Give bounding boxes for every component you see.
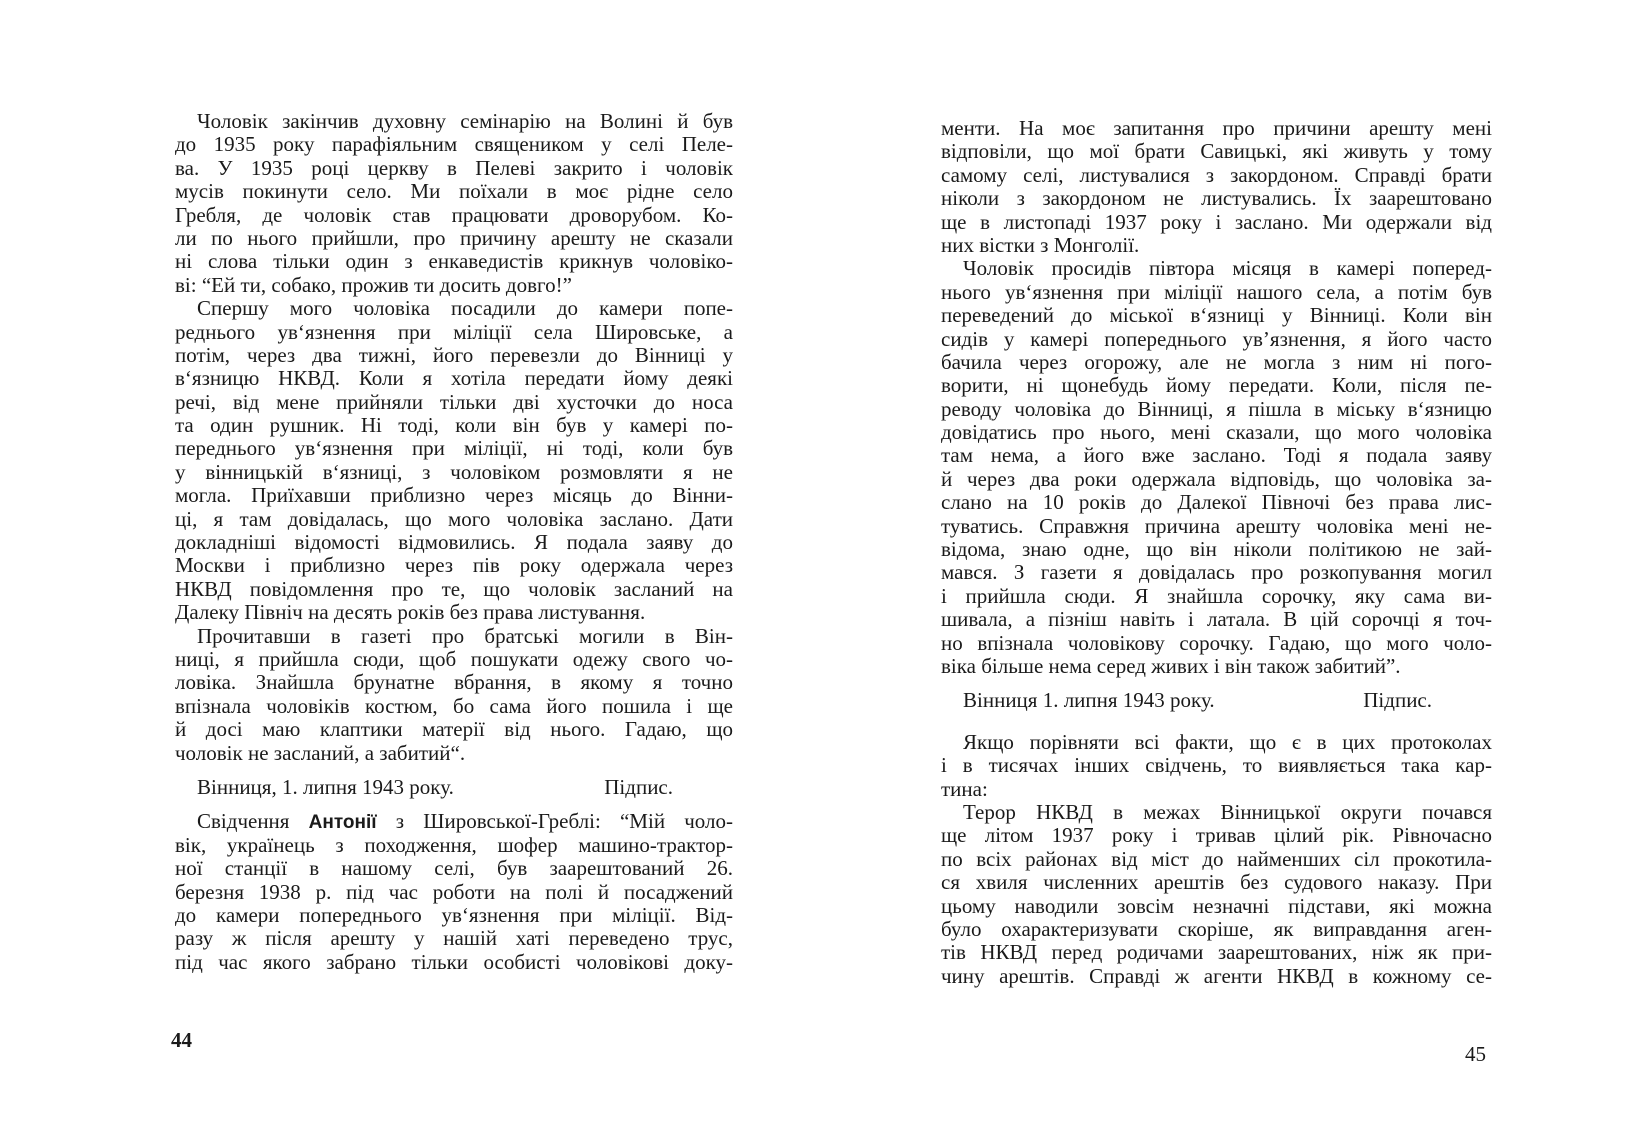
text-line: мусів покинути село. Ми поїхали в моє рідне село xyxy=(175,179,733,204)
text-line: реводу чоловіка до Вінниці, я пішла в міську в‘язницю xyxy=(941,396,1492,421)
text-line: туватись. Справжня причина арешту чоловіка мені не- xyxy=(941,513,1492,538)
text-line: віка більше нема серед живих і він також забитий”. xyxy=(941,653,1401,678)
text-line: разу ж після арешту у нашій хаті переведено трус, xyxy=(175,926,733,951)
paragraph xyxy=(941,257,1492,678)
text-line: Гребля, де чоловік став працювати дроворубом. Ко- xyxy=(175,202,733,227)
text-line: ної станції в нашому селі, був заарештований 26. xyxy=(175,856,733,881)
paragraph xyxy=(941,801,1492,988)
text-line: Москви і приблизно через пів року одержала через xyxy=(175,553,733,578)
signature-line xyxy=(175,776,733,799)
text-line: ще літом 1937 року і тривав цілий рік. Рівночасно xyxy=(941,823,1492,848)
text-line: там нема, а його вже заслано. Тоді я подала заяву xyxy=(941,443,1492,468)
text-line: Прочитавши в газеті про братські могили в Він- xyxy=(197,623,733,648)
testimony-first-line: Свідчення Антонії з Шировської-Греблі: “Мій чоло- xyxy=(197,809,733,834)
paragraph xyxy=(175,297,733,624)
text-line: ворити, ні щонебудь йому передати. Коли, після пе- xyxy=(941,373,1492,398)
text-line: під час якого забрано тільки особисті чоловікові доку- xyxy=(175,949,733,974)
text-line: Спершу мого чоловіка посадили до камери попе- xyxy=(197,296,733,321)
text-line: у вінницькій в‘язниці, з чоловіком розмовляти я не xyxy=(175,459,733,484)
text-line: слано на 10 років до Далекої Півночі без права лис- xyxy=(941,490,1492,515)
text-line: й досі маю клаптики матерії від нього. Гадаю, що xyxy=(175,717,733,742)
text-line: Терор НКВД в межах Вінницької округи почався xyxy=(963,799,1492,824)
right-text-column xyxy=(941,117,1492,988)
text-line: по всіх районах від міст до найменших сіл прокотила- xyxy=(941,846,1492,871)
text-line: чину арештів. Справді ж агенти НКВД в кожному се- xyxy=(941,963,1492,988)
text-line: докладніші відомості відмовились. Я подала заяву до xyxy=(175,530,733,555)
text-line: переднього ув‘язнення при міліції, ні тоді, коли був xyxy=(175,436,733,461)
text-line: тів НКВД перед родичами заарештованих, ніж як при- xyxy=(941,940,1492,965)
right-page xyxy=(825,0,1650,1126)
text-line: впізнала чоловіків костюм, бо сама його пошила і ще xyxy=(175,693,733,718)
text-line: ли по нього прийшли, про причину арешту не сказали xyxy=(175,225,733,250)
text-line: ся хвиля численних арештів без судового наказу. При xyxy=(941,870,1492,895)
text-line: потім, через два тижні, його перевезли до Вінниці у xyxy=(175,342,733,367)
text-line: менти. На моє запитання про причини арешту мені xyxy=(941,116,1492,140)
page-number: 44 xyxy=(171,1028,192,1052)
text-line: ці, я там довідалась, що мого чоловіка заслано. Дати xyxy=(175,506,733,531)
signature-line xyxy=(941,689,1492,712)
text-line: цьому наводили зовсім незначні підстави, які можна xyxy=(941,893,1492,918)
text-line: Чоловік закінчив духовну семінарію на Волині й був xyxy=(197,109,733,133)
text-line: переведений до міської в‘язниці у Вінниці. Коли він xyxy=(941,303,1492,328)
text-line: бачила через огорожу, але не могла з ним ні пого- xyxy=(941,349,1492,374)
text-line: ніколи з закордоном не листувались. Їх заарештовано xyxy=(941,186,1492,211)
text-line: ві: “Ей ти, собако, прожив ти досить довго!” xyxy=(175,272,572,297)
witness-name: Антонії xyxy=(308,812,377,834)
text-line: ще в листопаді 1937 року і заслано. Ми одержали від xyxy=(941,209,1492,234)
text-line: Чоловік просидів півтора місяця в камері поперед- xyxy=(963,256,1492,281)
text-line: відома, знаю одне, що він ніколи політикою не зай- xyxy=(941,537,1492,562)
text-line: чоловік не засланий, а забитий“. xyxy=(175,740,466,765)
text-line: в‘язницю НКВД. Коли я хотіла передати йому деякі xyxy=(175,366,733,391)
text-line: них вістки з Монголії. xyxy=(941,232,1140,257)
signature: Підпис. xyxy=(604,774,673,799)
paragraph xyxy=(175,110,733,297)
text-line: мався. З газети я довідалась про розкопування могил xyxy=(941,560,1492,585)
paragraph xyxy=(941,117,1492,257)
testimony-paragraph xyxy=(175,810,733,974)
paragraph xyxy=(941,731,1492,801)
text-line: й через два роки одержала відповідь, що чоловіка за- xyxy=(941,466,1492,491)
text-line: ва. У 1935 році церкву в Пелеві закрито і чоловік xyxy=(175,155,733,180)
text-line: ні слова тільки один з енкаведистів крикнув чоловіко- xyxy=(175,249,733,274)
text-line: речі, від мене прийняли тільки дві хусточки до носа xyxy=(175,389,733,414)
text-line: до камери попереднього ув‘язнення при міліції. Від- xyxy=(175,902,733,927)
text-line: вік, українець з походження, шофер машино-трактор- xyxy=(175,832,733,857)
text-line: березня 1938 р. під час роботи на полі й посаджений xyxy=(175,879,733,904)
paragraph xyxy=(175,625,733,765)
text-line: тина: xyxy=(941,776,988,801)
text-line: довідатись про нього, мені сказали, що мого чоловіка xyxy=(941,420,1492,445)
signature: Підпис. xyxy=(1363,688,1432,713)
text-line: і в тисячах інших свідчень, то виявляється така кар- xyxy=(941,753,1492,778)
place-date: Вінниця 1. липня 1943 року. xyxy=(963,688,1215,713)
text-line: та один рушник. Ні тоді, коли він був у камері по- xyxy=(175,413,733,438)
text-line: нього ув‘язнення при міліції нашого села, а потім був xyxy=(941,279,1492,304)
text-line: Якщо порівняти всі факти, що є в цих протоколах xyxy=(963,729,1492,754)
text-line: ловіка. Знайшла брунатне вбрання, в якому я точно xyxy=(175,670,733,695)
text-line: но впізнала чоловікову сорочку. Гадаю, що мого чоло- xyxy=(941,630,1492,655)
text-line: сидів у камері попереднього ув’язнення, я його часто xyxy=(941,326,1492,351)
text-line: відповіли, що мої брати Савицькі, які живуть у тому xyxy=(941,139,1492,164)
text-line: ниці, я прийшла сюди, щоб пошукати одежу свого чо- xyxy=(175,646,733,671)
text-line: Далеку Північ на десять років без права листування. xyxy=(175,600,646,625)
text-line: НКВД повідомлення про те, що чоловік засланий на xyxy=(175,576,733,601)
place-date: Вінниця, 1. липня 1943 року. xyxy=(197,774,454,799)
text-line: до 1935 року парафіяльним священиком у селі Пеле- xyxy=(175,132,733,157)
text-line: реднього ув‘язнення при міліції села Шировське, а xyxy=(175,319,733,344)
page-number: 45 xyxy=(1465,1042,1486,1066)
text-line: самому селі, листувалися з закордоном. Справді брати xyxy=(941,162,1492,187)
text-line: могла. Приїхавши приблизно через місяць до Вінни- xyxy=(175,483,733,508)
text-line: було охарактеризувати скоріше, як виправдання аген- xyxy=(941,916,1492,941)
text-line: і прийшла сюди. Я знайшла сорочку, яку сама ви- xyxy=(941,583,1492,608)
left-text-column xyxy=(175,110,733,974)
text-line: шивала, а пізніш навіть і латала. В цій сорочці я точ- xyxy=(941,607,1492,632)
